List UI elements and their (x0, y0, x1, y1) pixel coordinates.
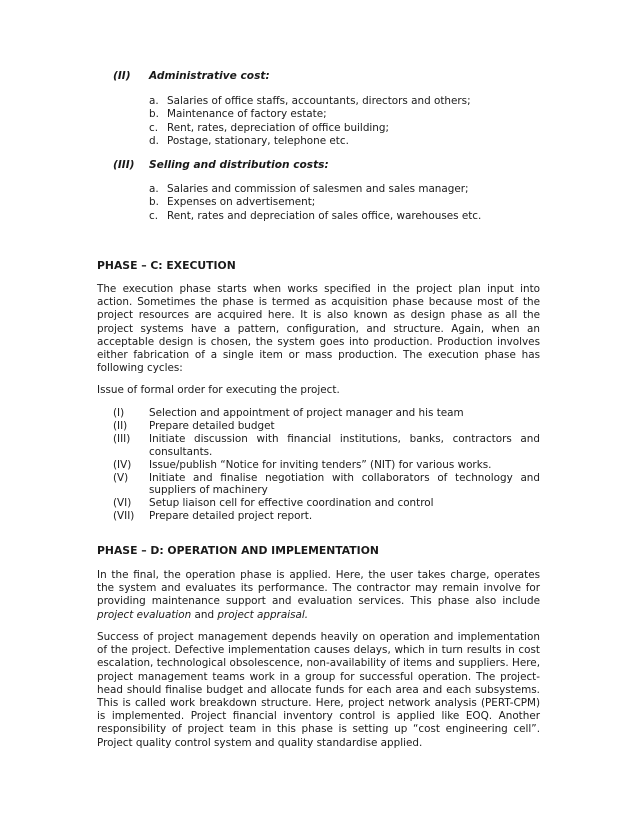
admin-cost-list (149, 95, 549, 149)
execution-cycles-list (113, 407, 540, 523)
list-item: b. Maintenance of factory estate; (149, 108, 327, 121)
list-item: a. Salaries of office staffs, accountants, directors and others; (149, 95, 471, 107)
phase-d-paragraph-2: Success of project management depends heavily on operation and implementation of the project. Defective implementation causes delays, which in turn results in cost escalation, technological obsolescence, non-availability of items and suppliers. Here, project management teams work in a group for successful operation. The project-head should finalise budget and allocate funds for each area and each subsystems. This is called work breakdown structure. Here, project network analysis (PERT-CPM) is implemented. Project financial inventory control is applied like EOQ. Another responsibility of project team in this phase is setting up “cost engineering cell”. Project quality control system and quality standardise applied. (97, 631, 540, 749)
phase-d-heading: PHASE – D: OPERATION AND IMPLEMENTATION (97, 544, 379, 557)
selling-cost-title: Selling and distribution costs: (149, 159, 329, 171)
selling-cost-list (149, 183, 549, 223)
selling-cost-number: (III) (113, 159, 135, 171)
phase-d-paragraph-1: In the final, the operation phase is applied. Here, the user takes charge, operates the system and evaluates its performance. The contractor may remain involve for providing maintenance support and evaluation services. This phase also include project evaluation and project appraisal. (97, 569, 540, 621)
phase-c-paragraph: The execution phase starts when works specified in the project plan input into action. Sometimes the phase is termed as acquisition phase because most of the project resources are acquired here. It is also known as design phase as all the project systems have a pattern, configuration, and structure. Again, when an acceptable design is chosen, the system goes into production. Production involves either fabrication of a single item or mass production. The execution phase has following cycles: (97, 283, 540, 375)
list-item: a. Salaries and commission of salesmen and sales manager; (149, 183, 469, 195)
phase-c-issue-text: Issue of formal order for executing the project. (97, 384, 340, 396)
admin-cost-number: (II) (113, 70, 131, 82)
list-item: (VII) Prepare detailed project report. (113, 510, 313, 523)
list-item: c. Rent, rates and depreciation of sales office, warehouses etc. (149, 209, 482, 222)
list-item: (IV) Issue/publish “Notice for inviting tenders” (NIT) for various works. (113, 458, 492, 471)
list-item: d. Postage, stationary, telephone etc. (149, 135, 349, 148)
list-item: (V) Initiate and finalise negotiation with collaborators of technology and suppliers of machinery (113, 471, 540, 497)
list-item: (VI) Setup liaison cell for effective coordination and control (113, 497, 434, 510)
list-item: (II) Prepare detailed budget (113, 419, 275, 432)
admin-cost-title: Administrative cost: (149, 70, 270, 82)
phase-c-heading: PHASE – C: EXECUTION (97, 259, 236, 272)
project-appraisal-term: project appraisal. (217, 608, 309, 621)
list-item: (III) Initiate discussion with financial institutions, banks, contractors and consultants. (113, 432, 540, 458)
list-item: c. Rent, rates, depreciation of office building; (149, 121, 389, 134)
list-item: (I) Selection and appointment of project manager and his team (113, 407, 464, 419)
project-evaluation-term: project evaluation (97, 608, 192, 621)
list-item: b. Expenses on advertisement; (149, 196, 316, 209)
